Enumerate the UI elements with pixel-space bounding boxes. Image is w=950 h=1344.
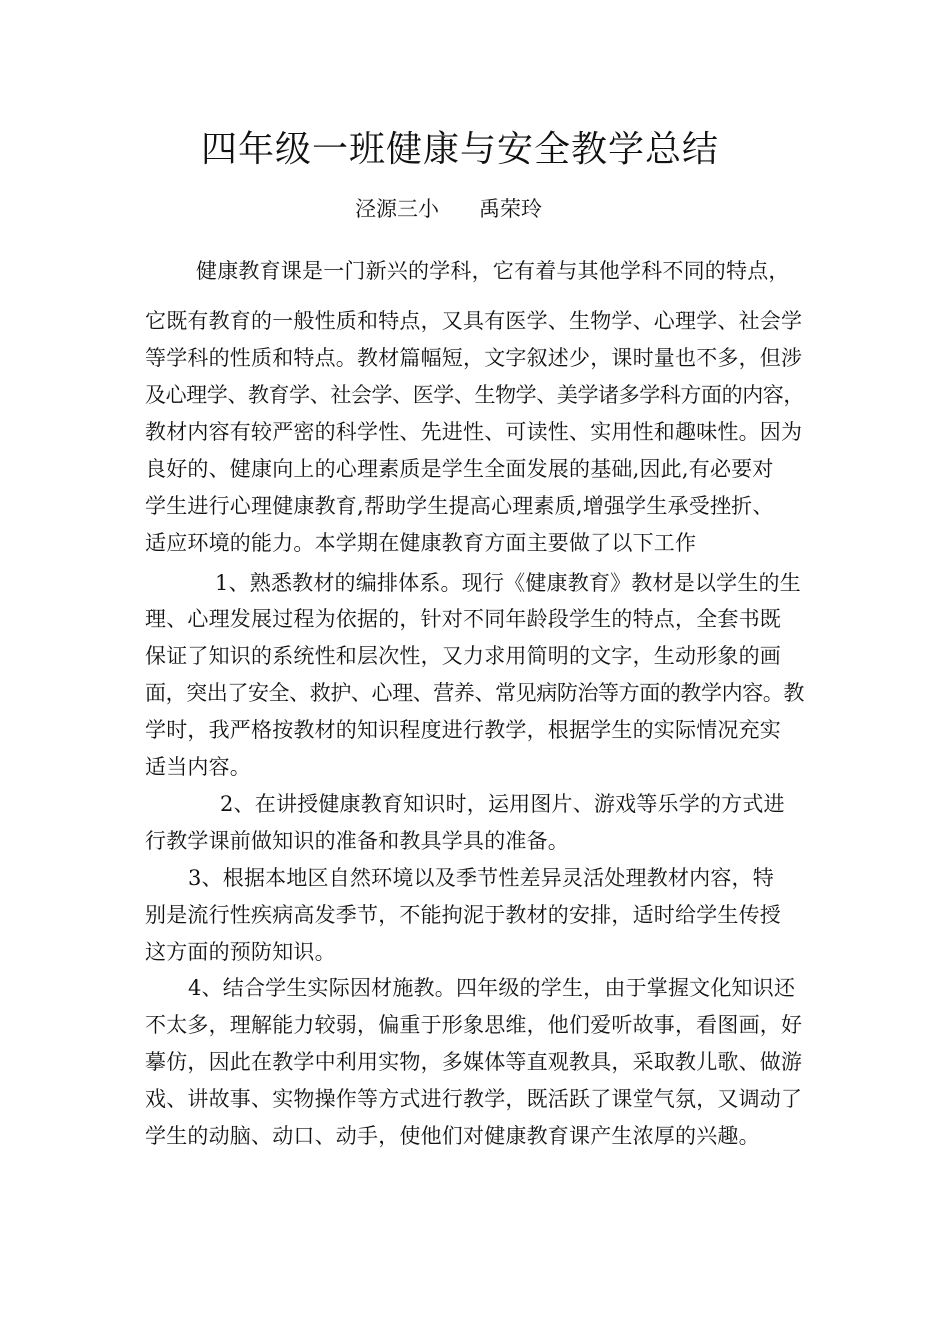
paragraph-line: 戏、讲故事、实物操作等方式进行教学，既活跃了课堂气氛，又调动了 xyxy=(145,1087,803,1111)
document-title: 四年级一班健康与安全教学总结 xyxy=(200,129,719,170)
paragraph-line: 保证了知识的系统性和层次性，又力求用简明的文字，生动形象的画 xyxy=(145,644,781,668)
paragraph-line: 理、心理发展过程为依据的，针对不同年龄段学生的特点，全套书既 xyxy=(145,607,781,631)
paragraph-line: 适应环境的能力。本学期在健康教育方面主要做了以下工作 xyxy=(145,531,697,555)
paragraph-line: 2、在讲授健康教育知识时，运用图片、游戏等乐学的方式进 xyxy=(220,792,785,816)
paragraph-line: 这方面的预防知识。 xyxy=(145,940,336,964)
paragraph-line: 学生的动脑、动口、动手，使他们对健康教育课产生浓厚的兴趣。 xyxy=(145,1124,760,1148)
paragraph-line: 3、根据本地区自然环境以及季节性差异灵活处理教材内容，特 xyxy=(188,866,774,890)
paragraph-line: 它既有教育的一般性质和特点，又具有医学、生物学、心理学、社会学 xyxy=(145,309,803,333)
paragraph-line: 学生进行心理健康教育,帮助学生提高心理素质,增强学生承受挫折、 xyxy=(145,494,774,518)
paragraph-line: 不太多，理解能力较弱，偏重于形象思维，他们爱听故事，看图画，好 xyxy=(145,1013,803,1037)
paragraph-line: 别是流行性疾病高发季节，不能拘泥于教材的安排，适时给学生传授 xyxy=(145,903,781,927)
paragraph-line: 适当内容。 xyxy=(145,755,251,779)
paragraph-line: 面，突出了安全、救护、心理、营养、常见病防治等方面的教学内容。教 xyxy=(145,681,804,705)
paragraph-line: 学时，我严格按教材的知识程度进行教学，根据学生的实际情况充实 xyxy=(145,718,781,742)
paragraph-line: 1、熟悉教材的编排体系。现行《健康教育》教材是以学生的生 xyxy=(215,571,801,595)
paragraph-line: 等学科的性质和特点。教材篇幅短，文字叙述少，课时量也不多，但涉 xyxy=(145,346,803,370)
paragraph-line: 摹仿，因此在教学中利用实物，多媒体等直观教具，采取教儿歌、做游 xyxy=(145,1050,803,1074)
paragraph-line: 及心理学、教育学、社会学、医学、生物学、美学诸多学科方面的内容， xyxy=(145,383,804,407)
author-line: 泾源三小 禹荣玲 xyxy=(355,197,543,221)
paragraph-line: 健康教育课是一门新兴的学科，它有着与其他学科不同的特点， xyxy=(196,259,790,283)
paragraph-line: 教材内容有较严密的科学性、先进性、可读性、实用性和趣味性。因为 xyxy=(145,420,803,444)
paragraph-line: 行教学课前做知识的准备和教具学具的准备。 xyxy=(145,829,569,853)
paragraph-line: 良好的、健康向上的心理素质是学生全面发展的基础,因此,有必要对 xyxy=(145,457,774,481)
paragraph-line: 4、结合学生实际因材施教。四年级的学生，由于掌握文化知识还 xyxy=(188,976,796,1000)
